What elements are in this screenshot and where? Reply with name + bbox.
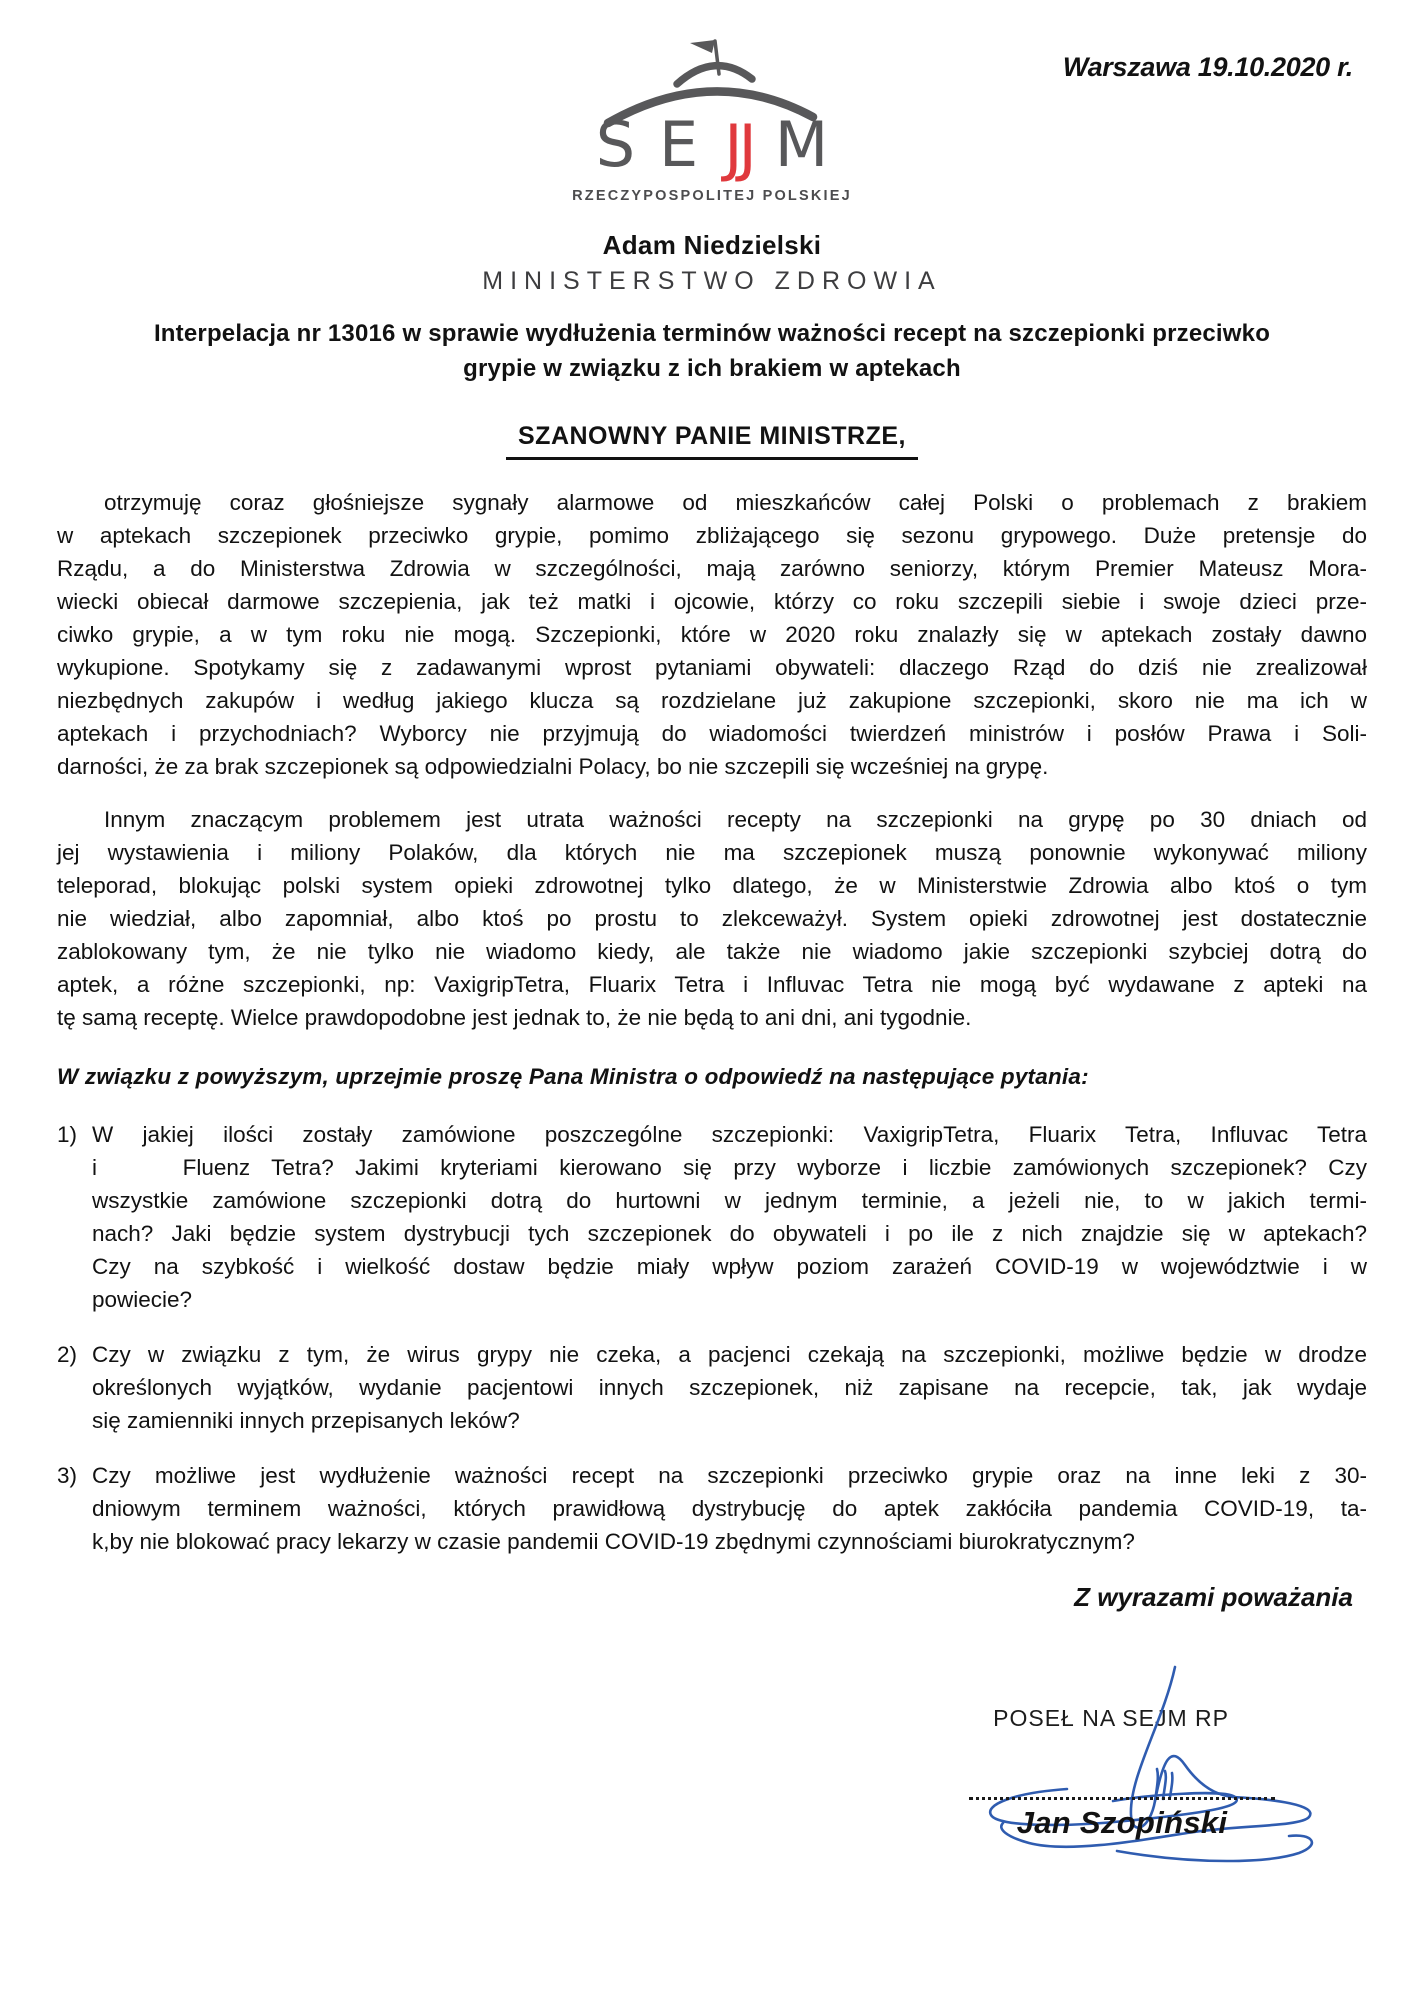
document-title (57, 316, 1367, 386)
text-line: aptekach i przychodniach? Wyborcy nie przyjmują do wiadomości twierdzeń ministrów i posłów Prawa i Soli- (57, 721, 1367, 746)
paragraph (57, 803, 1367, 1034)
question-number: 2) (57, 1342, 78, 1367)
sejm-subtitle: RZECZYPOSPOLITEJ POLSKIEJ (572, 188, 852, 204)
text-line: powiecie? (92, 1287, 193, 1312)
text-line: wszystkie zamówione szczepionki dotrą do hurtowni w jednym terminie, a jeżeli nie, to w jakich termi- (92, 1188, 1367, 1213)
text-line: nie wiedział, albo zapomniał, albo ktoś po prostu to zlekceważył. System opieki zdrowotnej jest dostatecznie (57, 906, 1367, 931)
text-line: tę samą receptę. Wielce prawdopodobne jest jednak to, że nie będą to ani dni, ani tygodnie. (57, 1005, 972, 1030)
signature-block (57, 1621, 1367, 1891)
text-line: teleporad, blokując polski system opieki zdrowotnej tylko dlatego, że w Ministerstwie Zdrowia albo ktoś o tym (57, 873, 1367, 898)
text-line: i Fluenz Tetra? Jakimi kryteriami kierowano się przy wyborze i liczbie zamówionych szczepionek? Czy (92, 1155, 1367, 1180)
text-line: otrzymuję coraz głośniejsze sygnały alarmowe od mieszkańców całej Polski o problemach z brakiem (104, 490, 1367, 515)
date-line: Warszawa 19.10.2020 r. (1062, 52, 1353, 82)
sejm-letters-gray: SE (595, 108, 723, 181)
text-line: Czy możliwe jest wydłużenie ważności recept na szczepionki przeciwko grypie oraz na inne leki z 30- (92, 1463, 1367, 1488)
question-number: 3) (57, 1463, 78, 1488)
text-line: się zamienniki innych przepisanych leków? (92, 1408, 520, 1433)
text-line: aptek, a różne szczepionki, np: VaxigripTetra, Fluarix Tetra i Influvac Tetra nie mogą być wydawane z apteki na (57, 972, 1367, 997)
text-line: niezbędnych zakupów i według jakiego klucza są rozdzielane już zakupione szczepionki, skoro nie ma ich w (57, 688, 1367, 713)
text-line: dniowym terminem ważności, których prawidłową dystrybucję do aptek zakłóciła pandemia COVID-19, ta- (92, 1496, 1367, 1521)
text-line: w aptekach szczepionek przeciwko grypie, pomimo zbliżającego się sezonu grypowego. Duże pretensje do (57, 523, 1367, 548)
signer-role: POSEŁ NA SEJM RP (993, 1705, 1229, 1731)
text-line: Czy na szybkość i wielkość dostaw będzie miały wpływ poziom zarażeń COVID-19 w województwie i w (92, 1254, 1367, 1279)
text-line: ciwko grypie, a w tym roku nie mogą. Szczepionki, które w 2020 roku znalazły się w aptekach zostały dawno (57, 622, 1367, 647)
sejm-letter-m: M (774, 108, 829, 181)
text-line: określonych wyjątków, wydanie pacjentowi innych szczepionek, niż zapisane na recepcie, tak, jak wydaje (92, 1375, 1367, 1400)
text-line: Innym znaczącym problemem jest utrata ważności recepty na szczepionki na grypę po 30 dniach od (104, 807, 1367, 832)
paragraphs (57, 486, 1367, 1034)
salutation-row (57, 422, 1367, 460)
title-line: Interpelacja nr 13016 w sprawie wydłużenia terminów ważności recept na szczepionki przeciwko (153, 320, 1271, 347)
paragraph (57, 486, 1367, 783)
text-line: jej wystawienia i miliony Polaków, dla których nie ma szczepionek muszą ponownie wykonywać miliony (57, 840, 1367, 865)
question-item (57, 1338, 1367, 1437)
text-line: Rządu, a do Ministerstwa Zdrowia w szczególności, mają zarówno seniorzy, którym Premier Mateusz Mora- (57, 556, 1367, 581)
text-line: zablokowany tym, że nie tylko nie wiadomo kiedy, ale także nie wiadomo jakie szczepionki szybciej dotrą do (57, 939, 1367, 964)
text-line: Czy w związku z tym, że wirus grypy nie czeka, a pacjenci czekają na szczepionki, możliwe będzie w drodze (92, 1342, 1367, 1367)
questions (57, 1118, 1367, 1558)
request-line: W związku z powyższym, uprzejmie proszę Pana Ministra o odpowiedź na następujące pytania: (57, 1064, 1089, 1089)
recipient-name: Adam Niedzielski (602, 230, 822, 260)
signer-name: Jan Szopiński (1016, 1805, 1228, 1840)
text-line: nach? Jaki będzie system dystrybucji tych szczepionek do obywateli i po ile z nich znajdzie się w aptekach? (92, 1221, 1367, 1246)
text-line: W jakiej ilości zostały zamówione poszczególne szczepionki: VaxigripTetra, Fluarix Tetra, Influvac Tetra (92, 1122, 1367, 1147)
question-item (57, 1118, 1367, 1316)
recipient-org: MINISTERSTWO ZDROWIA (482, 267, 942, 295)
question-number: 1) (57, 1122, 78, 1147)
text-line: k,by nie blokować pracy lekarzy w czasie pandemii COVID-19 zbędnymi czynnościami biurokratycznym? (92, 1529, 1135, 1554)
salutation: SZANOWNY PANIE MINISTRZE, (506, 422, 918, 460)
text-line: wykupione. Spotykamy się z zadawanymi wprost pytaniami obywateli: dlaczego Rząd do dziś nie zrealizował (57, 655, 1367, 680)
sejm-wordmark (595, 108, 829, 184)
title-line: grypie w związku z ich brakiem w aptekach (463, 355, 961, 382)
body-text (57, 486, 1367, 1558)
text-line: wiecki obiecał darmowe szczepienia, jak też matki i ojcowie, którzy co roku szczepili siebie i swoje dzieci prze- (57, 589, 1367, 614)
text-line: darności, że za brak szczepionek są odpowiedzialni Polacy, bo nie szczepili się wcześniej na grypę. (57, 754, 1049, 779)
question-item (57, 1459, 1367, 1558)
sejm-letters-red: JJ (724, 111, 753, 184)
signature-dotted-line (969, 1797, 1275, 1800)
valediction: Z wyrazami poważania (1074, 1582, 1353, 1612)
